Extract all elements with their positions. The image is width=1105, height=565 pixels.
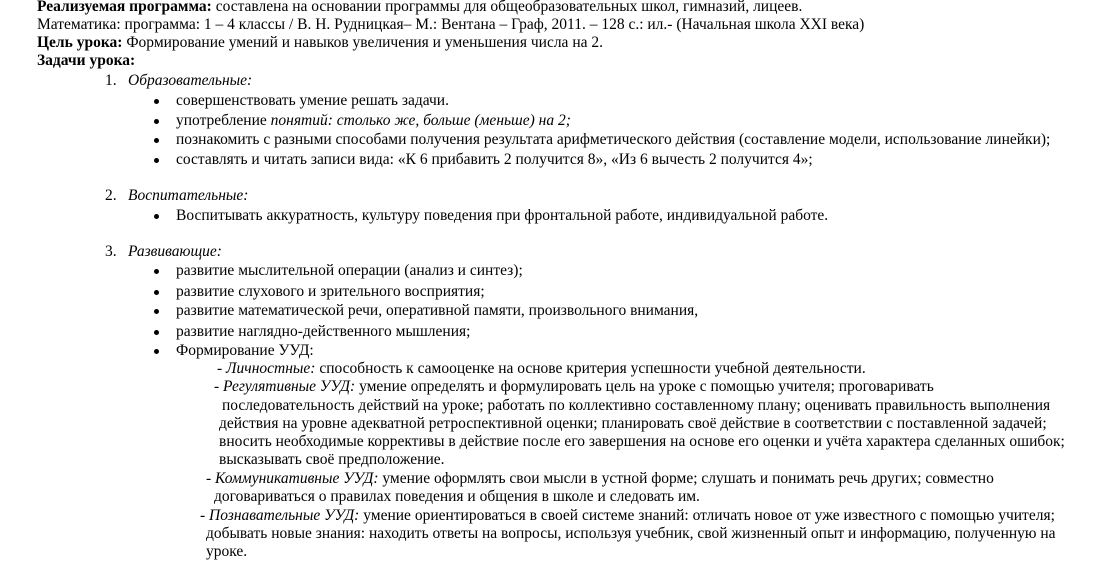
bullet-icon <box>154 330 159 335</box>
uud-personal <box>217 360 866 378</box>
list-item-text: Воспитывать аккуратность, культуру поведения при фронтальной работе, индивидуальной работе. <box>176 207 829 224</box>
uud-personal-label: Личностные: <box>226 360 316 377</box>
bullet-icon <box>154 349 159 354</box>
bullet-icon <box>154 158 159 163</box>
uud-regulatory-line: действия на уровне адекватной ретроспективной оценки; планировать своё действие в соответствии с поставленной задачей; <box>219 415 1047 432</box>
list-item <box>176 131 1050 149</box>
section-number: 1. <box>105 72 117 89</box>
bullet-icon <box>154 309 159 314</box>
list-item-text: развитие наглядно-действенного мышления; <box>176 323 471 340</box>
program-label: Реализуемая программа: <box>37 0 212 15</box>
math-program-line: Математика: программа: 1 – 4 классы / В. Н. Рудницкая– М.: Вентана – Граф, 2011. – 128 с.: ил.- (Начальная школа XXI века) <box>37 16 865 33</box>
bullet-icon <box>154 99 159 104</box>
list-item-text: развитие слухового и зрительного восприятия; <box>176 283 485 300</box>
uud-regulatory-line: вносить необходимые коррективы в действие после его завершения на основе его оценки и учёта характера сделанных ошибок; <box>219 433 1065 450</box>
uud-regulatory-line: высказывать своё предположение. <box>219 451 445 468</box>
goal-text: Формирование умений и навыков увеличения и уменьшения числа на 2. <box>122 34 603 51</box>
uud-personal-text: способность к самооценке на основе критерия успешности учебной деятельности. <box>315 360 866 377</box>
list-item-text: составлять и читать записи вида: «К 6 прибавить 2 получится 8», «Из 6 вычесть 2 получится 4»; <box>176 151 813 168</box>
program-line <box>37 0 802 16</box>
uud-communicative-text: умение оформлять свои мысли в устной форме; слушать и понимать речь других; совместно <box>378 470 994 487</box>
uud-communicative-label: Коммуникативные УУД: <box>215 470 379 487</box>
uud-regulatory-line: последовательность действий на уроке; работать по коллективно составленному плану; оценивать правильность выполнения <box>222 397 1051 414</box>
section-title-developing: Развивающие: <box>128 243 222 260</box>
uud-cognitive-label: Познавательные УУД: <box>209 507 360 524</box>
uud-cognitive-line: добывать новые знания: находить ответы на вопросы, используя учебник, свой жизненный опыт и информацию, полученную на <box>206 525 1056 542</box>
uud-cognitive-line: уроке. <box>206 543 248 560</box>
uud-regulatory <box>214 378 934 396</box>
list-item-text: развитие математической речи, оперативной памяти, произвольного внимания, <box>176 302 699 319</box>
section-title-upbringing: Воспитательные: <box>128 187 249 204</box>
uud-communicative-line: договариваться о правилах поведения и общения в школе и следовать им. <box>214 488 700 505</box>
uud-regulatory-text: умение определять и формулировать цель на уроке с помощью учителя; проговаривать <box>355 378 934 395</box>
list-item <box>176 262 523 280</box>
dash: - <box>200 507 210 524</box>
uud-regulatory-label: Регулятивные УУД: <box>223 378 356 395</box>
list-item <box>176 92 449 110</box>
list-item <box>176 112 571 130</box>
bullet-icon <box>154 269 159 274</box>
list-item <box>176 151 813 169</box>
bullet-icon <box>154 214 159 219</box>
dash: - <box>217 360 227 377</box>
goal-label: Цель урока: <box>37 34 123 51</box>
list-item <box>176 207 828 225</box>
dash: - <box>206 470 216 487</box>
list-item <box>176 342 314 360</box>
list-item-text: развитие мыслительной операции (анализ и синтез); <box>176 262 523 279</box>
goal-line <box>37 34 603 52</box>
list-item-text: употребление <box>176 112 271 129</box>
list-item-italic: понятий: столько же, больше (меньше) на 2; <box>270 112 571 129</box>
list-item <box>176 323 470 341</box>
uud-communicative <box>206 470 994 488</box>
program-text: составлена на основании программы для общеобразовательных школ, гимназий, лицеев. <box>211 0 803 15</box>
uud-cognitive <box>200 507 1055 525</box>
list-item <box>176 283 485 301</box>
list-item <box>176 302 698 320</box>
uud-cognitive-text: умение ориентироваться в своей системе знаний: отличать новое от уже известного с помощью учителя; <box>359 507 1055 524</box>
section-number: 2. <box>105 187 117 204</box>
bullet-icon <box>154 138 159 143</box>
bullet-icon <box>154 119 159 124</box>
bullet-icon <box>154 290 159 295</box>
section-title-educational: Образовательные: <box>128 72 253 89</box>
list-item-text: познакомить с разными способами получения результата арифметического действия (составление модели, использование линейки); <box>176 131 1051 148</box>
list-item-text: Формирование УУД: <box>176 342 314 359</box>
section-number: 3. <box>105 243 117 260</box>
list-item-text: совершенствовать умение решать задачи. <box>176 92 449 109</box>
tasks-heading: Задачи урока: <box>37 52 136 69</box>
dash: - <box>214 378 224 395</box>
